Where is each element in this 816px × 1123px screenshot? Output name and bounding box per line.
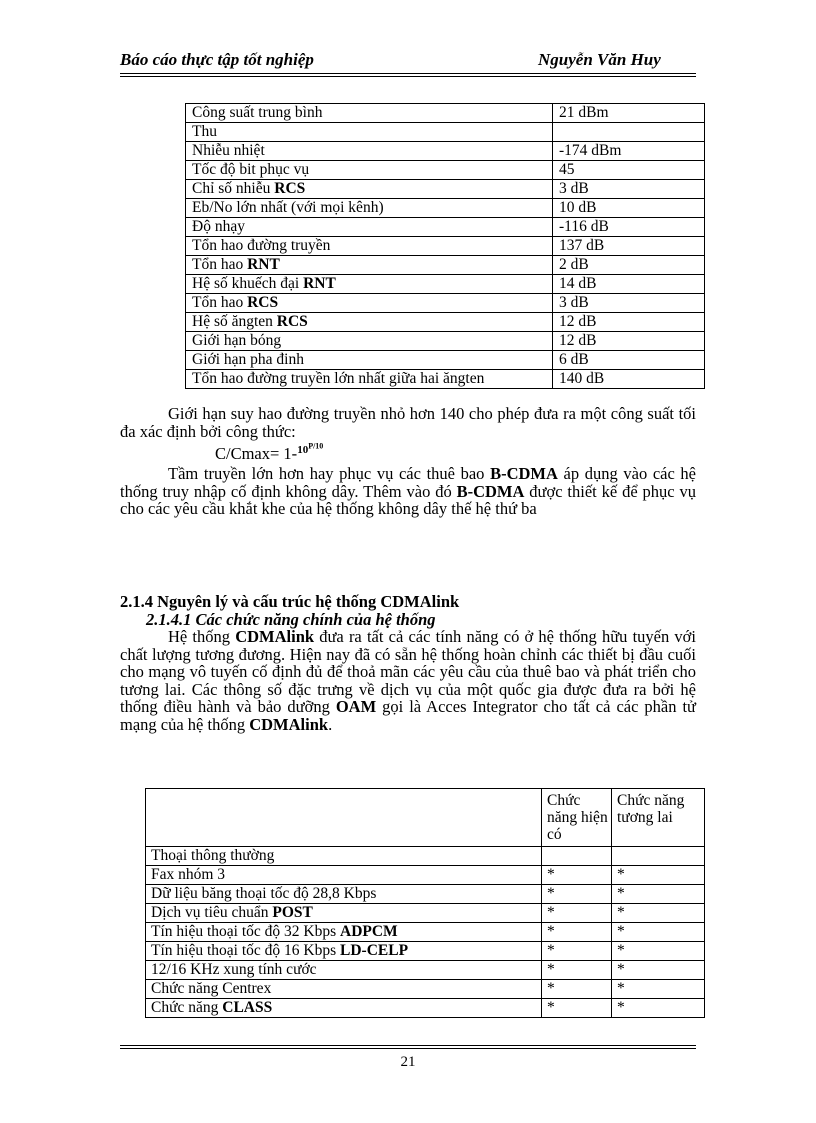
spec-param-cell	[186, 313, 553, 332]
spec-value-cell: 3 dB	[553, 294, 705, 313]
paragraph-cdmalink	[120, 628, 696, 733]
spec-param-cell: Độ nhạy	[186, 218, 553, 237]
function-current-cell: *	[542, 866, 612, 885]
function-future-cell: *	[612, 961, 705, 980]
term-bcdma: B-CDMA	[490, 464, 558, 483]
spec-param-term: RCS	[274, 180, 306, 197]
spec-param-cell	[186, 256, 553, 275]
paragraph-text: được thiết kế để phục vụ cho các yêu cầu khắt khe của hệ thống không dây thế hệ thứ ba	[120, 481, 696, 518]
spec-value-cell: 21 dBm	[553, 104, 705, 123]
function-row	[146, 866, 705, 885]
function-row	[146, 904, 705, 923]
spec-row	[186, 123, 705, 142]
function-current-cell	[542, 847, 612, 866]
functions-table-header	[146, 789, 705, 847]
spec-param-cell: Eb/No lớn nhất (với mọi kênh)	[186, 199, 553, 218]
spec-row	[186, 256, 705, 275]
spec-param-cell: Tổn hao đường truyền	[186, 237, 553, 256]
function-future-cell	[612, 847, 705, 866]
paragraph-text: Hệ thống	[168, 627, 236, 646]
spec-value-cell: 12 dB	[553, 313, 705, 332]
spec-param-cell: Giới hạn bóng	[186, 332, 553, 351]
function-row	[146, 923, 705, 942]
spec-param-cell	[186, 294, 553, 313]
function-name-cell	[146, 904, 542, 923]
function-name-text: Chức năng	[151, 999, 223, 1016]
spec-param-term: RNT	[247, 256, 280, 273]
function-name-cell	[146, 885, 542, 904]
function-current-cell: *	[542, 904, 612, 923]
function-current-cell: *	[542, 980, 612, 999]
function-name-text: Dịch vụ tiêu chuẩn	[151, 904, 273, 921]
spec-param-cell: Tốc độ bit phục vụ	[186, 161, 553, 180]
function-future-cell: *	[612, 999, 705, 1018]
footer-rule-thin	[120, 1045, 696, 1046]
spec-param-cell: Thu	[186, 123, 553, 142]
function-name-cell	[146, 961, 542, 980]
function-row	[146, 999, 705, 1018]
paragraph-text: .	[328, 714, 333, 734]
spec-row	[186, 237, 705, 256]
spec-param-cell: Nhiễu nhiệt	[186, 142, 553, 161]
function-future-cell: *	[612, 904, 705, 923]
function-name-text: 12/16 KHz xung tính cước	[151, 961, 317, 978]
spec-value-cell: 140 dB	[553, 370, 705, 389]
function-current-cell: *	[542, 999, 612, 1018]
formula-text: C/Cmax= 1-	[215, 444, 298, 464]
function-future-cell: *	[612, 942, 705, 961]
spec-param-term: RCS	[276, 313, 308, 330]
function-name-text: Chức năng Centrex	[151, 980, 272, 997]
function-row	[146, 980, 705, 999]
function-name-cell	[146, 942, 542, 961]
paragraph-text: gọi là Acces Integrator cho tất cả các phần tử mạng của hệ thống	[120, 697, 696, 734]
function-row	[146, 885, 705, 904]
spec-row	[186, 180, 705, 199]
function-name-cell	[146, 923, 542, 942]
spec-row	[186, 332, 705, 351]
header-rule	[120, 73, 696, 74]
spec-value-cell: 45	[553, 161, 705, 180]
header-cell-future: Chức năng tương lai	[612, 789, 705, 847]
spec-param-term: RCS	[247, 294, 279, 311]
page-number: 21	[400, 1054, 416, 1070]
spec-row	[186, 142, 705, 161]
paragraph-text: đưa ra tất cả các tính năng có ở hệ thống hữu tuyến với chất lượng tương đương. Hiện nay đã có sẵn hệ thống hoàn chỉnh các thiết bị đầu cuối cho mạng vô tuyến cố định đủ để thoả mãn các yêu cầu của thuê bao và phát triển cho tương lai. Các thông số đặc trưng về dịch vụ của một quốc gia được đưa ra bởi hệ thống điều hành và bảo dưỡng	[120, 627, 696, 716]
function-name-cell	[146, 847, 542, 866]
function-future-cell: *	[612, 866, 705, 885]
spec-param-cell	[186, 275, 553, 294]
formula	[215, 441, 323, 464]
function-name-cell	[146, 866, 542, 885]
function-current-cell: *	[542, 923, 612, 942]
function-name-text: Fax nhóm 3	[151, 866, 226, 883]
spec-row	[186, 275, 705, 294]
header-author-name: Nguyễn Văn Huy	[538, 50, 661, 69]
function-name-cell	[146, 999, 542, 1018]
function-name-term: LD-CELP	[340, 942, 409, 959]
function-current-cell: *	[542, 885, 612, 904]
footer-rule	[120, 1048, 696, 1049]
paragraph-path-loss	[120, 405, 696, 440]
function-current-cell: *	[542, 942, 612, 961]
spec-value-cell: 3 dB	[553, 180, 705, 199]
function-future-cell: *	[612, 980, 705, 999]
function-name-cell	[146, 980, 542, 999]
spec-value-cell: 12 dB	[553, 332, 705, 351]
term-cdmalink: CDMAlink	[235, 627, 315, 646]
header-cell-empty	[146, 789, 542, 847]
paragraph-text: áp dụng vào các hệ thống truy nhập cố định không dây. Thêm vào đó	[120, 464, 696, 501]
function-row	[146, 942, 705, 961]
function-future-cell: *	[612, 923, 705, 942]
spec-row	[186, 370, 705, 389]
header-cell-current: Chức năng hiện có	[542, 789, 612, 847]
function-row	[146, 847, 705, 866]
header-report-title: Báo cáo thực tập tốt nghiệp	[120, 50, 314, 69]
spec-param-cell: Tổn hao đường truyền lớn nhất giữa hai ăngten	[186, 370, 553, 389]
paragraph-text: Giới hạn suy hao đường truyền nhỏ hơn 140 cho phép đưa ra một công suất tối đa xác định bởi công thức:	[120, 404, 696, 441]
spec-row	[186, 199, 705, 218]
section-heading-2-1-4: 2.1.4 Nguyên lý và cấu trúc hệ thống CDMAlink	[120, 592, 460, 611]
paragraph-bcdma	[120, 465, 696, 518]
spec-value-cell: 14 dB	[553, 275, 705, 294]
spec-param-text: Chỉ số nhiễu	[192, 180, 275, 197]
spec-value-cell: 6 dB	[553, 351, 705, 370]
term-oam: OAM	[335, 697, 377, 716]
spec-row	[186, 104, 705, 123]
spec-param-text: Tổn hao	[192, 256, 248, 273]
spec-value-cell	[553, 123, 705, 142]
function-name-term: ADPCM	[340, 923, 398, 940]
spec-value-cell: 2 dB	[553, 256, 705, 275]
function-name-text: Dữ liệu băng thoại tốc độ 28,8 Kbps	[151, 885, 377, 902]
spec-param-cell: Công suất trung bình	[186, 104, 553, 123]
spec-row	[186, 351, 705, 370]
spec-row	[186, 218, 705, 237]
section-heading-2-1-4-1: 2.1.4.1 Các chức năng chính của hệ thống	[146, 610, 436, 629]
function-current-cell: *	[542, 961, 612, 980]
formula-exponent: 10P/10	[297, 441, 324, 456]
spec-value-cell: -116 dB	[553, 218, 705, 237]
function-name-term: POST	[272, 904, 313, 921]
functions-table	[145, 788, 705, 1018]
function-name-text: Thoại thông thường	[151, 847, 275, 864]
spec-param-cell	[186, 180, 553, 199]
spec-param-text: Hệ số khuếch đại	[192, 275, 304, 292]
function-future-cell: *	[612, 885, 705, 904]
function-name-term: CLASS	[222, 999, 273, 1016]
spec-row	[186, 313, 705, 332]
function-row	[146, 961, 705, 980]
spec-param-text: Hệ số ăngten	[192, 313, 277, 330]
spec-param-term: RNT	[303, 275, 336, 292]
function-name-text: Tín hiệu thoại tốc độ 32 Kbps	[151, 923, 340, 940]
paragraph-text: Tầm truyền lớn hơn hay phục vụ các thuê bao	[168, 464, 491, 483]
spec-row	[186, 294, 705, 313]
spec-value-cell: 10 dB	[553, 199, 705, 218]
spec-param-cell: Giới hạn pha đinh	[186, 351, 553, 370]
spec-value-cell: -174 dBm	[553, 142, 705, 161]
term-bcdma: B-CDMA	[456, 481, 525, 501]
spec-param-text: Tổn hao	[192, 294, 248, 311]
spec-row	[186, 161, 705, 180]
link-budget-table	[185, 103, 705, 389]
term-cdmalink: CDMAlink	[249, 714, 329, 734]
header-rule-thin	[120, 76, 696, 77]
spec-value-cell: 137 dB	[553, 237, 705, 256]
function-name-text: Tín hiệu thoại tốc độ 16 Kbps	[151, 942, 340, 959]
